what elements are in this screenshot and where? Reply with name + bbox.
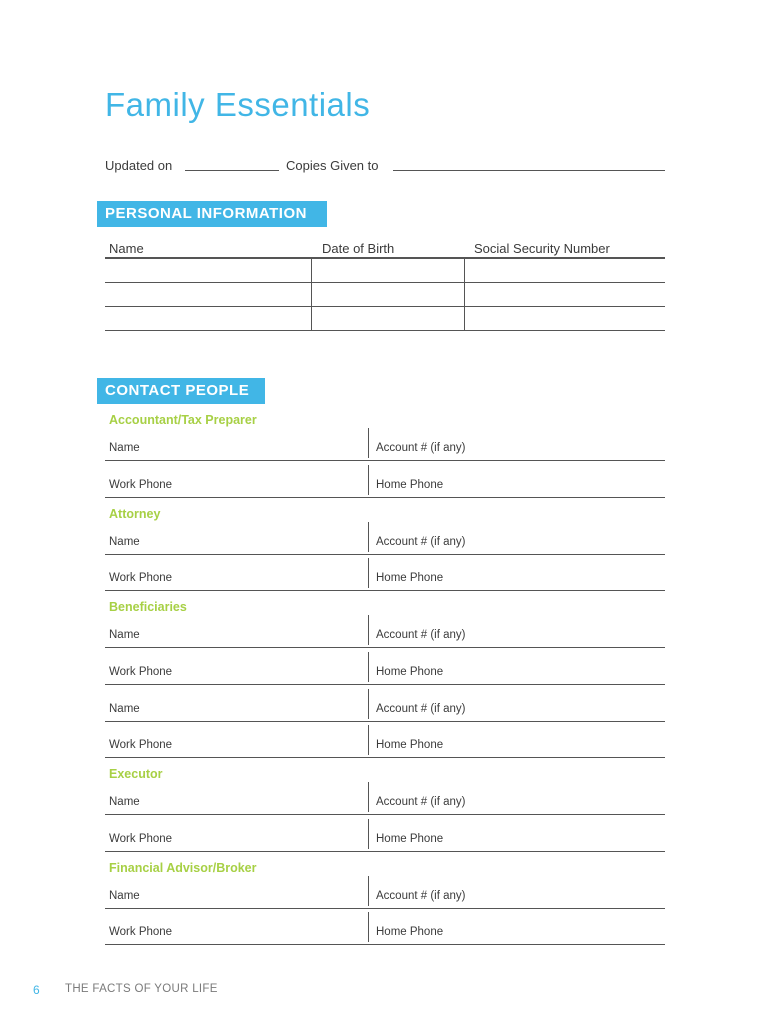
account-field[interactable]: Account # (if any) [376, 796, 466, 808]
contact-row-name-account [105, 428, 665, 461]
work-phone-field[interactable]: Work Phone [109, 666, 173, 678]
account-field[interactable]: Account # (if any) [376, 629, 466, 641]
contact-row-phones [105, 725, 665, 758]
page-title: Family Essentials [105, 86, 371, 123]
work-phone-field[interactable]: Work Phone [109, 572, 173, 584]
pi-column-ssn: Social Security Number [474, 241, 610, 256]
home-phone-field[interactable]: Home Phone [376, 479, 444, 491]
name-field[interactable]: Name [109, 703, 140, 715]
home-phone-field[interactable]: Home Phone [376, 926, 444, 938]
account-field[interactable]: Account # (if any) [376, 536, 466, 548]
pi-name-cell[interactable] [105, 283, 312, 306]
pi-dob-cell[interactable] [312, 283, 465, 306]
category-financial-advisor: Financial Advisor/Broker [109, 861, 257, 875]
category-attorney: Attorney [109, 507, 161, 521]
contact-row-name-account [105, 615, 665, 648]
copies-given-label: Copies Given to [286, 158, 379, 173]
name-field[interactable]: Name [109, 536, 140, 548]
pi-ssn-cell[interactable] [465, 259, 665, 282]
account-field[interactable]: Account # (if any) [376, 890, 466, 902]
personal-information-table [105, 257, 665, 331]
personal-information-header: PERSONAL INFORMATION [97, 201, 327, 227]
contact-row-phones [105, 558, 665, 591]
pi-dob-cell[interactable] [312, 259, 465, 282]
pi-name-cell[interactable] [105, 307, 312, 330]
account-field[interactable]: Account # (if any) [376, 442, 466, 454]
category-beneficiaries: Beneficiaries [109, 600, 187, 614]
home-phone-field[interactable]: Home Phone [376, 572, 444, 584]
home-phone-field[interactable]: Home Phone [376, 666, 444, 678]
pi-column-name: Name [109, 241, 144, 256]
name-field[interactable]: Name [109, 442, 140, 454]
name-field[interactable]: Name [109, 629, 140, 641]
table-row [105, 283, 665, 307]
updated-on-label: Updated on [105, 158, 173, 173]
home-phone-field[interactable]: Home Phone [376, 833, 444, 845]
table-row [105, 307, 665, 331]
contact-row-name-account [105, 689, 665, 722]
category-executor: Executor [109, 767, 163, 781]
work-phone-field[interactable]: Work Phone [109, 926, 173, 938]
contact-row-phones [105, 912, 665, 945]
copies-given-field[interactable] [393, 170, 665, 171]
page-number: 6 [33, 983, 40, 997]
pi-column-dob: Date of Birth [322, 241, 395, 256]
contact-row-name-account [105, 522, 665, 555]
name-field[interactable]: Name [109, 796, 140, 808]
updated-on-field[interactable] [185, 170, 279, 171]
pi-ssn-cell[interactable] [465, 283, 665, 306]
name-field[interactable]: Name [109, 890, 140, 902]
contact-row-phones [105, 652, 665, 685]
pi-name-cell[interactable] [105, 259, 312, 282]
work-phone-field[interactable]: Work Phone [109, 833, 173, 845]
contact-row-phones [105, 465, 665, 498]
contact-row-phones [105, 819, 665, 852]
home-phone-field[interactable]: Home Phone [376, 739, 444, 751]
category-accountant: Accountant/Tax Preparer [109, 413, 257, 427]
contact-row-name-account [105, 876, 665, 909]
footer-title: THE FACTS OF YOUR LIFE [65, 983, 218, 995]
table-row [105, 257, 665, 283]
meta-row [105, 158, 665, 174]
contact-row-name-account [105, 782, 665, 815]
contact-people-header: CONTACT PEOPLE [97, 378, 265, 404]
account-field[interactable]: Account # (if any) [376, 703, 466, 715]
pi-dob-cell[interactable] [312, 307, 465, 330]
work-phone-field[interactable]: Work Phone [109, 739, 173, 751]
work-phone-field[interactable]: Work Phone [109, 479, 173, 491]
pi-ssn-cell[interactable] [465, 307, 665, 330]
